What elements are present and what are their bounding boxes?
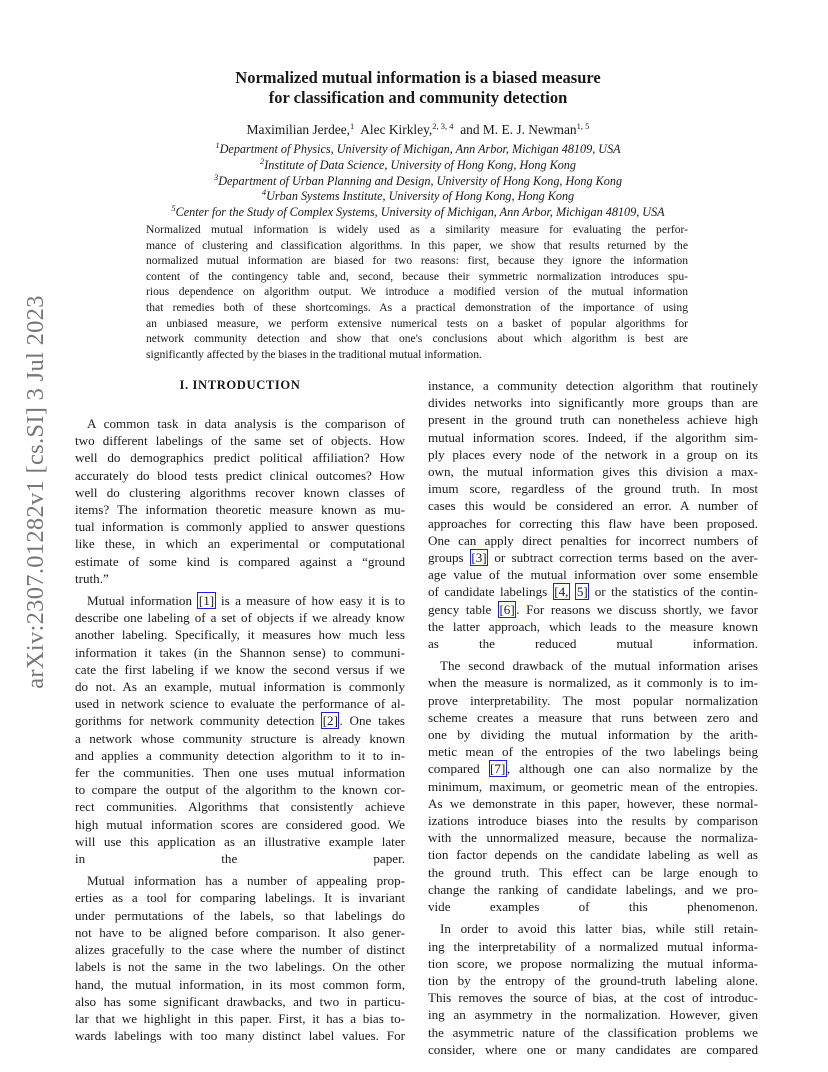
citation-link[interactable]: [7] xyxy=(490,761,506,777)
body-line: divides networks into significantly more groups than are xyxy=(428,395,758,411)
abstract xyxy=(146,222,688,362)
body-line: lar that we highlight in this paper. First, it has a bias to- xyxy=(75,1010,405,1026)
body-line: metic mean of the entropies of the two labelings being xyxy=(428,744,758,760)
affiliation-text: Urban Systems Institute, University of Hong Kong, Hong Kong xyxy=(266,189,575,204)
affiliation-sup: 2 xyxy=(259,155,265,166)
body-text: gency table xyxy=(428,601,498,617)
body-text: is a measure of how easy it is to xyxy=(215,593,405,609)
body-line: well do clustering algorithms recover known classes of xyxy=(75,484,405,500)
body-line: also has some significant drawbacks, and two in particu- xyxy=(75,993,405,1009)
body-line: Mutual information has a number of appealing prop- xyxy=(87,873,405,889)
body-line: own, the mutual information gives this division a max- xyxy=(428,464,758,480)
paper-title xyxy=(100,68,736,108)
body-line: cate the first labeling if we know the second versus if we xyxy=(75,661,405,677)
body-line: as the reduced mutual information. xyxy=(428,636,758,652)
body-line: not have to be aligned before comparison. It also gener- xyxy=(75,924,405,940)
abstract-line: content of the contingency table and, second, because their symmetric normalization introduces spu- xyxy=(146,269,688,283)
body-line: under permutations of the labels, so that labelings do xyxy=(75,907,405,923)
body-text: or the statistics of the contin- xyxy=(589,584,758,600)
body-line: tion by the entropy of the ground-truth labeling alone. xyxy=(428,972,758,988)
author-affil-sup: 1, 5 xyxy=(576,121,590,131)
title-line: Normalized mutual information is a biased measure xyxy=(235,68,601,87)
body-line: scheme creates a measure that runs between zero and xyxy=(428,709,758,725)
body-text: compared xyxy=(428,761,489,777)
body-line: consider, where one or many candidates are compared xyxy=(428,1041,758,1057)
affiliation-line xyxy=(90,142,746,158)
citation-link[interactable]: [4, xyxy=(554,584,569,600)
citation-link[interactable]: [3] xyxy=(471,550,487,566)
body-text: . One takes xyxy=(339,713,405,729)
body-line: two different labelings of the same set of objects. How xyxy=(75,433,405,449)
body-line: vide examples of this phenomenon. xyxy=(428,899,758,915)
abstract-line: network community detection and show that one's conclusions about which algorithm is best are xyxy=(146,332,688,346)
right-column xyxy=(428,377,758,1058)
arxiv-identifier-text: arXiv:2307.01282v1 [cs.SI] 3 Jul 2023 xyxy=(22,295,49,689)
body-line: like these, in which an experimental or computational xyxy=(75,536,405,552)
body-line: describe one labeling of a set of objects if we already know xyxy=(75,610,405,626)
section-heading: I. INTRODUCTION xyxy=(179,378,301,392)
body-text: . For reasons we discuss shortly, we favor xyxy=(516,601,758,617)
body-line xyxy=(75,712,405,729)
body-line: izations introduce biases into the results by comparison xyxy=(428,813,758,829)
body-line: the ground truth. This effect can be large enough to xyxy=(428,864,758,880)
body-line: The second drawback of the mutual information arises xyxy=(440,658,758,674)
body-line: imum score, regardless of the ground truth. In most xyxy=(428,481,758,497)
body-line: with the unnormalized measure, because the normaliza- xyxy=(428,830,758,846)
body-line: do not. As an example, mutual information is commonly xyxy=(75,679,405,695)
body-line: This removes the source of bias, at the cost of introduc- xyxy=(428,990,758,1006)
body-line: As we demonstrate in this paper, however, these normal- xyxy=(428,795,758,811)
affiliation-text: Department of Physics, University of Michigan, Ann Arbor, Michigan 48109, USA xyxy=(219,142,621,156)
abstract-line: an unbiased measure, we perform extensive numerical tests on a basket of popular algorithms for xyxy=(146,316,688,330)
body-line: and applies a community detection algorithm to it to in- xyxy=(75,747,405,763)
body-line: in the paper. xyxy=(75,851,405,867)
citation-link[interactable]: [6] xyxy=(499,601,515,617)
body-line xyxy=(428,583,758,600)
body-line: tion factor depends on the candidate labeling as well as xyxy=(428,847,758,863)
body-line: will use this application as an illustrative example later xyxy=(75,833,405,849)
body-line: A common task in data analysis is the comparison of xyxy=(87,416,405,431)
body-line: tual information is commonly applied to answer questions xyxy=(75,519,405,535)
body-text: groups xyxy=(428,550,470,566)
body-line: estimate of some kind is compared against a “ground xyxy=(75,553,405,569)
body-line: high mutual information scores are considered good. We xyxy=(75,816,405,832)
affiliation-sup: 4 xyxy=(261,187,267,198)
affiliation-sup: 5 xyxy=(171,203,176,214)
body-line: instance, a community detection algorithm that routinely xyxy=(428,378,758,393)
body-text: gorithms for network community detection xyxy=(75,713,322,729)
affiliation-line xyxy=(90,205,746,221)
body-line: another labeling. Specifically, it measures how much less xyxy=(75,627,405,643)
author-list xyxy=(100,122,736,138)
body-line xyxy=(428,760,758,777)
title-line: for classification and community detection xyxy=(268,88,568,107)
body-line: truth.” xyxy=(75,570,109,586)
body-line: fer the communities. Then one uses mutual information xyxy=(75,765,405,781)
body-line: to compare the output of the algorithm to the known cor- xyxy=(75,782,405,798)
abstract-line: Normalized mutual information is widely used as a similarity measure for evaluating the perfor- xyxy=(146,223,688,236)
abstract-line: that remedies both of these shortcomings. As a practical demonstration of the importance of using xyxy=(146,300,688,314)
body-line xyxy=(428,601,758,618)
author-name: Maximilian Jerdee, xyxy=(246,122,351,137)
body-line: information it takes (in the Shannon sense) to communi- xyxy=(75,644,405,660)
author-affil-sup: 2, 3, 4 xyxy=(432,121,454,131)
body-line: erties as a tool for comparing labelings. It is invariant xyxy=(75,890,405,906)
body-line: One can apply direct penalties for incorrect numbers of xyxy=(428,532,758,548)
affiliation-text: Center for the Study of Complex Systems, University of Michigan, Ann Arbor, Michigan 48109, USA xyxy=(175,205,665,220)
body-line: items? The information theoretic measure known as mu- xyxy=(75,502,405,518)
affiliation-text: Institute of Data Science, University of Hong Kong, Hong Kong xyxy=(264,157,576,172)
abstract-line: rious dependence on algorithm output. We introduce a modified version of the mutual information xyxy=(146,285,688,299)
body-line xyxy=(75,592,405,609)
body-line: accurately do blood tests predict clinical outcomes? How xyxy=(75,467,405,483)
body-line: a network whose community structure is already known xyxy=(75,730,405,746)
body-line: hand, the mutual information, in its most common form, xyxy=(75,976,405,992)
body-text: Mutual information xyxy=(87,593,198,609)
body-text: , although one can also normalize by the xyxy=(506,761,758,777)
affiliation-sup: 1 xyxy=(215,140,220,150)
abstract-line: mance of clustering and classification algorithms. In this paper, we show that results returned by the xyxy=(146,238,688,252)
body-line: when the measure is normalized, as it commonly is to im- xyxy=(428,675,758,691)
left-column xyxy=(75,377,405,1044)
affiliation-sup: 3 xyxy=(213,171,219,182)
body-text: or subtract correction terms based on the aver- xyxy=(488,550,758,566)
body-line: well do demographics predict political affiliation? How xyxy=(75,450,405,466)
citation-link[interactable]: [2] xyxy=(322,713,338,729)
body-line: age value of the mutual information over some ensemble xyxy=(428,567,758,583)
author-name: Alec Kirkley, xyxy=(360,122,433,137)
body-text: of candidate labelings xyxy=(428,584,553,600)
affiliations xyxy=(90,142,746,221)
body-line: approaches for correcting this flaw have been proposed. xyxy=(428,515,758,531)
body-line: rect communities. Algorithms that consistently achieve xyxy=(75,799,405,815)
body-line: tion score, we propose normalizing the mutual informa- xyxy=(428,955,758,971)
author-name: and M. E. J. Newman xyxy=(460,122,577,137)
author-affil-sup: 1 xyxy=(350,121,355,131)
body-line: ing the interpretability of a normalized mutual informa- xyxy=(428,938,758,954)
body-line: ply places every node of the network in a group on its xyxy=(428,446,758,462)
body-line: prove interpretability. The most popular normalization xyxy=(428,692,758,708)
body-line: one by dividing the mutual information by the arith- xyxy=(428,727,758,743)
body-line: used in network science to evaluate the performance of al- xyxy=(75,696,405,712)
affiliation-line xyxy=(90,189,746,205)
body-line xyxy=(428,549,758,566)
abstract-line: normalized mutual information are biased for two reasons: first, because they ignore the information xyxy=(146,254,688,268)
body-line: In order to avoid this latter bias, while still retain- xyxy=(440,921,758,937)
abstract-line: significantly affected by the biases in the traditional mutual information. xyxy=(146,347,482,361)
body-line: labels is not the same in the two labelings. On the other xyxy=(75,959,405,975)
affiliation-line xyxy=(90,171,746,190)
body-line: ing an asymmetry in the normalization. However, given xyxy=(428,1007,758,1023)
body-line: mutual information scores. Indeed, if the algorithm sim- xyxy=(428,429,758,445)
body-line: cases this would be considered an error. A number of xyxy=(428,498,758,514)
arxiv-identifier xyxy=(14,295,58,689)
body-line: minimum, maximum, or geometric mean of the entropies. xyxy=(428,778,758,794)
affiliation-text: Department of Urban Planning and Design, University of Hong Kong, Hong Kong xyxy=(218,173,623,188)
citation-link[interactable]: 5] xyxy=(576,584,588,600)
body-line: wards labelings with too many distinct label values. For xyxy=(75,1028,405,1044)
body-line: the latter approach, which leads to the measure known xyxy=(428,618,758,634)
body-line: change the ranking of candidate labelings, and we pro- xyxy=(428,881,758,897)
affiliation-line xyxy=(90,155,746,174)
body-line: alizes gracefully to the case where the number of distinct xyxy=(75,942,405,958)
body-line: present in the ground truth can nonetheless achieve high xyxy=(428,412,758,428)
citation-link[interactable]: [1] xyxy=(198,593,215,609)
body-line: the asymmetric nature of the classification problems we xyxy=(428,1024,758,1040)
